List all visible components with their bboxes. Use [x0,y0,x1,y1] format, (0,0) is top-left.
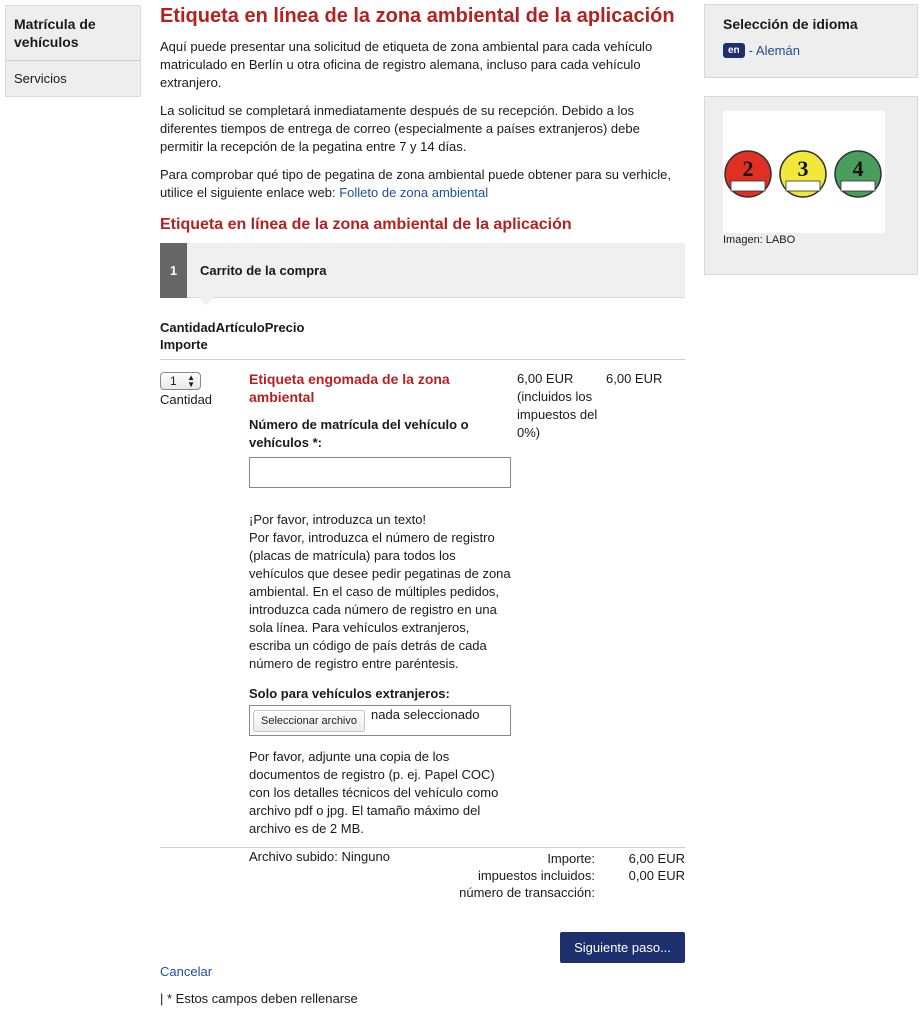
sticker-image [723,111,885,233]
transaction-row [285,884,685,902]
tax-value: 0,00 EUR [628,868,685,883]
language-link-aleman[interactable]: - Alemán [748,43,800,58]
brochure-paragraph [160,166,685,202]
plates-help-text: Por favor, introduzca el número de registro (placas de matrícula) para todos los vehículos que desee pedir pegatinas de zona ambiental. En el caso de múltiples pedidos, introduzca cada número de registro en una sola línea. Para vehículos extranjeros, escriba un código de país detrás de cada número de registro entre paréntesis. [249,530,511,671]
total-amount-value: 6,00 EUR [628,851,685,866]
tax-label: impuestos incluidos: [477,868,595,883]
sticker-number: 3 [797,156,809,181]
cancel-link[interactable]: Cancelar [160,964,213,979]
file-upload-field [249,705,511,736]
cart-totals [160,848,685,904]
total-amount-row [285,850,685,868]
brochure-text: Para comprobar qué tipo de pegatina de zona ambiental puede obtener para su verhicle, utilice el siguiente enlace web: [160,167,671,200]
sticker-illustration [723,111,885,233]
uploaded-file-status: Archivo subido: Ninguno [249,849,390,864]
foreign-label: Solo para vehículos extranjeros: [249,686,450,701]
item-amount: 6,00 EUR [606,371,663,386]
sidebar-title: Matrícula de vehículos [6,6,140,61]
cart-header [160,319,685,360]
item-column [249,370,511,866]
cart-header-amount: Importe [160,337,208,352]
language-selection-box [704,4,918,78]
choose-file-button[interactable]: Seleccionar archivo [253,710,365,732]
required-fields-note: | * Estos campos deben rellenarse [160,991,358,1006]
next-step-button[interactable]: Siguiente paso... [560,932,685,963]
quantity-column [160,372,240,407]
total-amount-label: Importe: [547,851,595,866]
language-title: Selección de idioma [723,16,858,32]
quantity-value: 1 [170,374,177,388]
sticker-plate-box [786,181,820,191]
plates-input[interactable] [249,457,511,488]
step-number: 1 [160,243,187,298]
sidebar-item-servicios[interactable]: Servicios [14,71,67,86]
sticker-plate-box [731,181,765,191]
cart-header-columns: CantidadArtículoPrecio [160,320,305,335]
price-column [517,370,601,442]
current-language-badge: en [723,43,745,58]
section-heading: Etiqueta en línea de la zona ambiental de la aplicación [160,216,572,233]
quantity-select[interactable] [160,372,201,390]
item-price-note: (incluidos los impuestos del 0%) [517,389,598,440]
document-help-text: Por favor, adjunte una copia de los documentos de registro (p. ej. Papel COC) con los detalles técnicos del vehículo como archivo pdf o jpg. El tamaño máximo del archivo es de 2 MB. [249,749,499,836]
file-status: nada seleccionado [371,707,480,722]
page-title: Etiqueta en línea de la zona ambiental de la aplicación [160,5,675,27]
step-label: Carrito de la compra [200,263,327,278]
main-content [160,0,685,1006]
left-navigation [5,5,141,97]
transaction-label: número de transacción: [459,885,595,900]
error-message: ¡Por favor, introduzca un texto! [249,512,427,527]
item-price: 6,00 EUR [517,371,574,386]
quantity-label: Cantidad [160,392,213,407]
delivery-paragraph: La solicitud se completará inmediatamente después de su recepción. Debido a los diferentes tiempos de entrega de correo (especialmente a países extranjeros) debe permitir la recepción de la pegatina entre 7 y 14 días. [160,103,640,154]
plates-label: Número de matrícula del vehículo o vehículos *: [249,417,469,450]
sticker-number: 4 [852,156,864,181]
intro-paragraph: Aquí puede presentar una solicitud de etiqueta de zona ambiental para cada vehículo matriculado en Berlín u otra oficina de registro alemana, incluso para cada vehículo extranjero. [160,39,653,90]
brochure-link[interactable]: Folleto de zona ambiental [339,185,489,200]
image-caption: Imagen: LABO [723,234,796,246]
language-option[interactable] [723,43,800,58]
sticker-plate-box [841,181,875,191]
sticker-number: 2 [742,156,754,181]
item-title: Etiqueta engomada de la zona ambiental [249,371,450,405]
step-notch [198,297,214,305]
tax-row [285,867,685,885]
sticker-image-box [704,96,918,275]
stepper-arrows-icon: ▲ ▼ [187,373,195,389]
step-indicator [160,243,685,298]
